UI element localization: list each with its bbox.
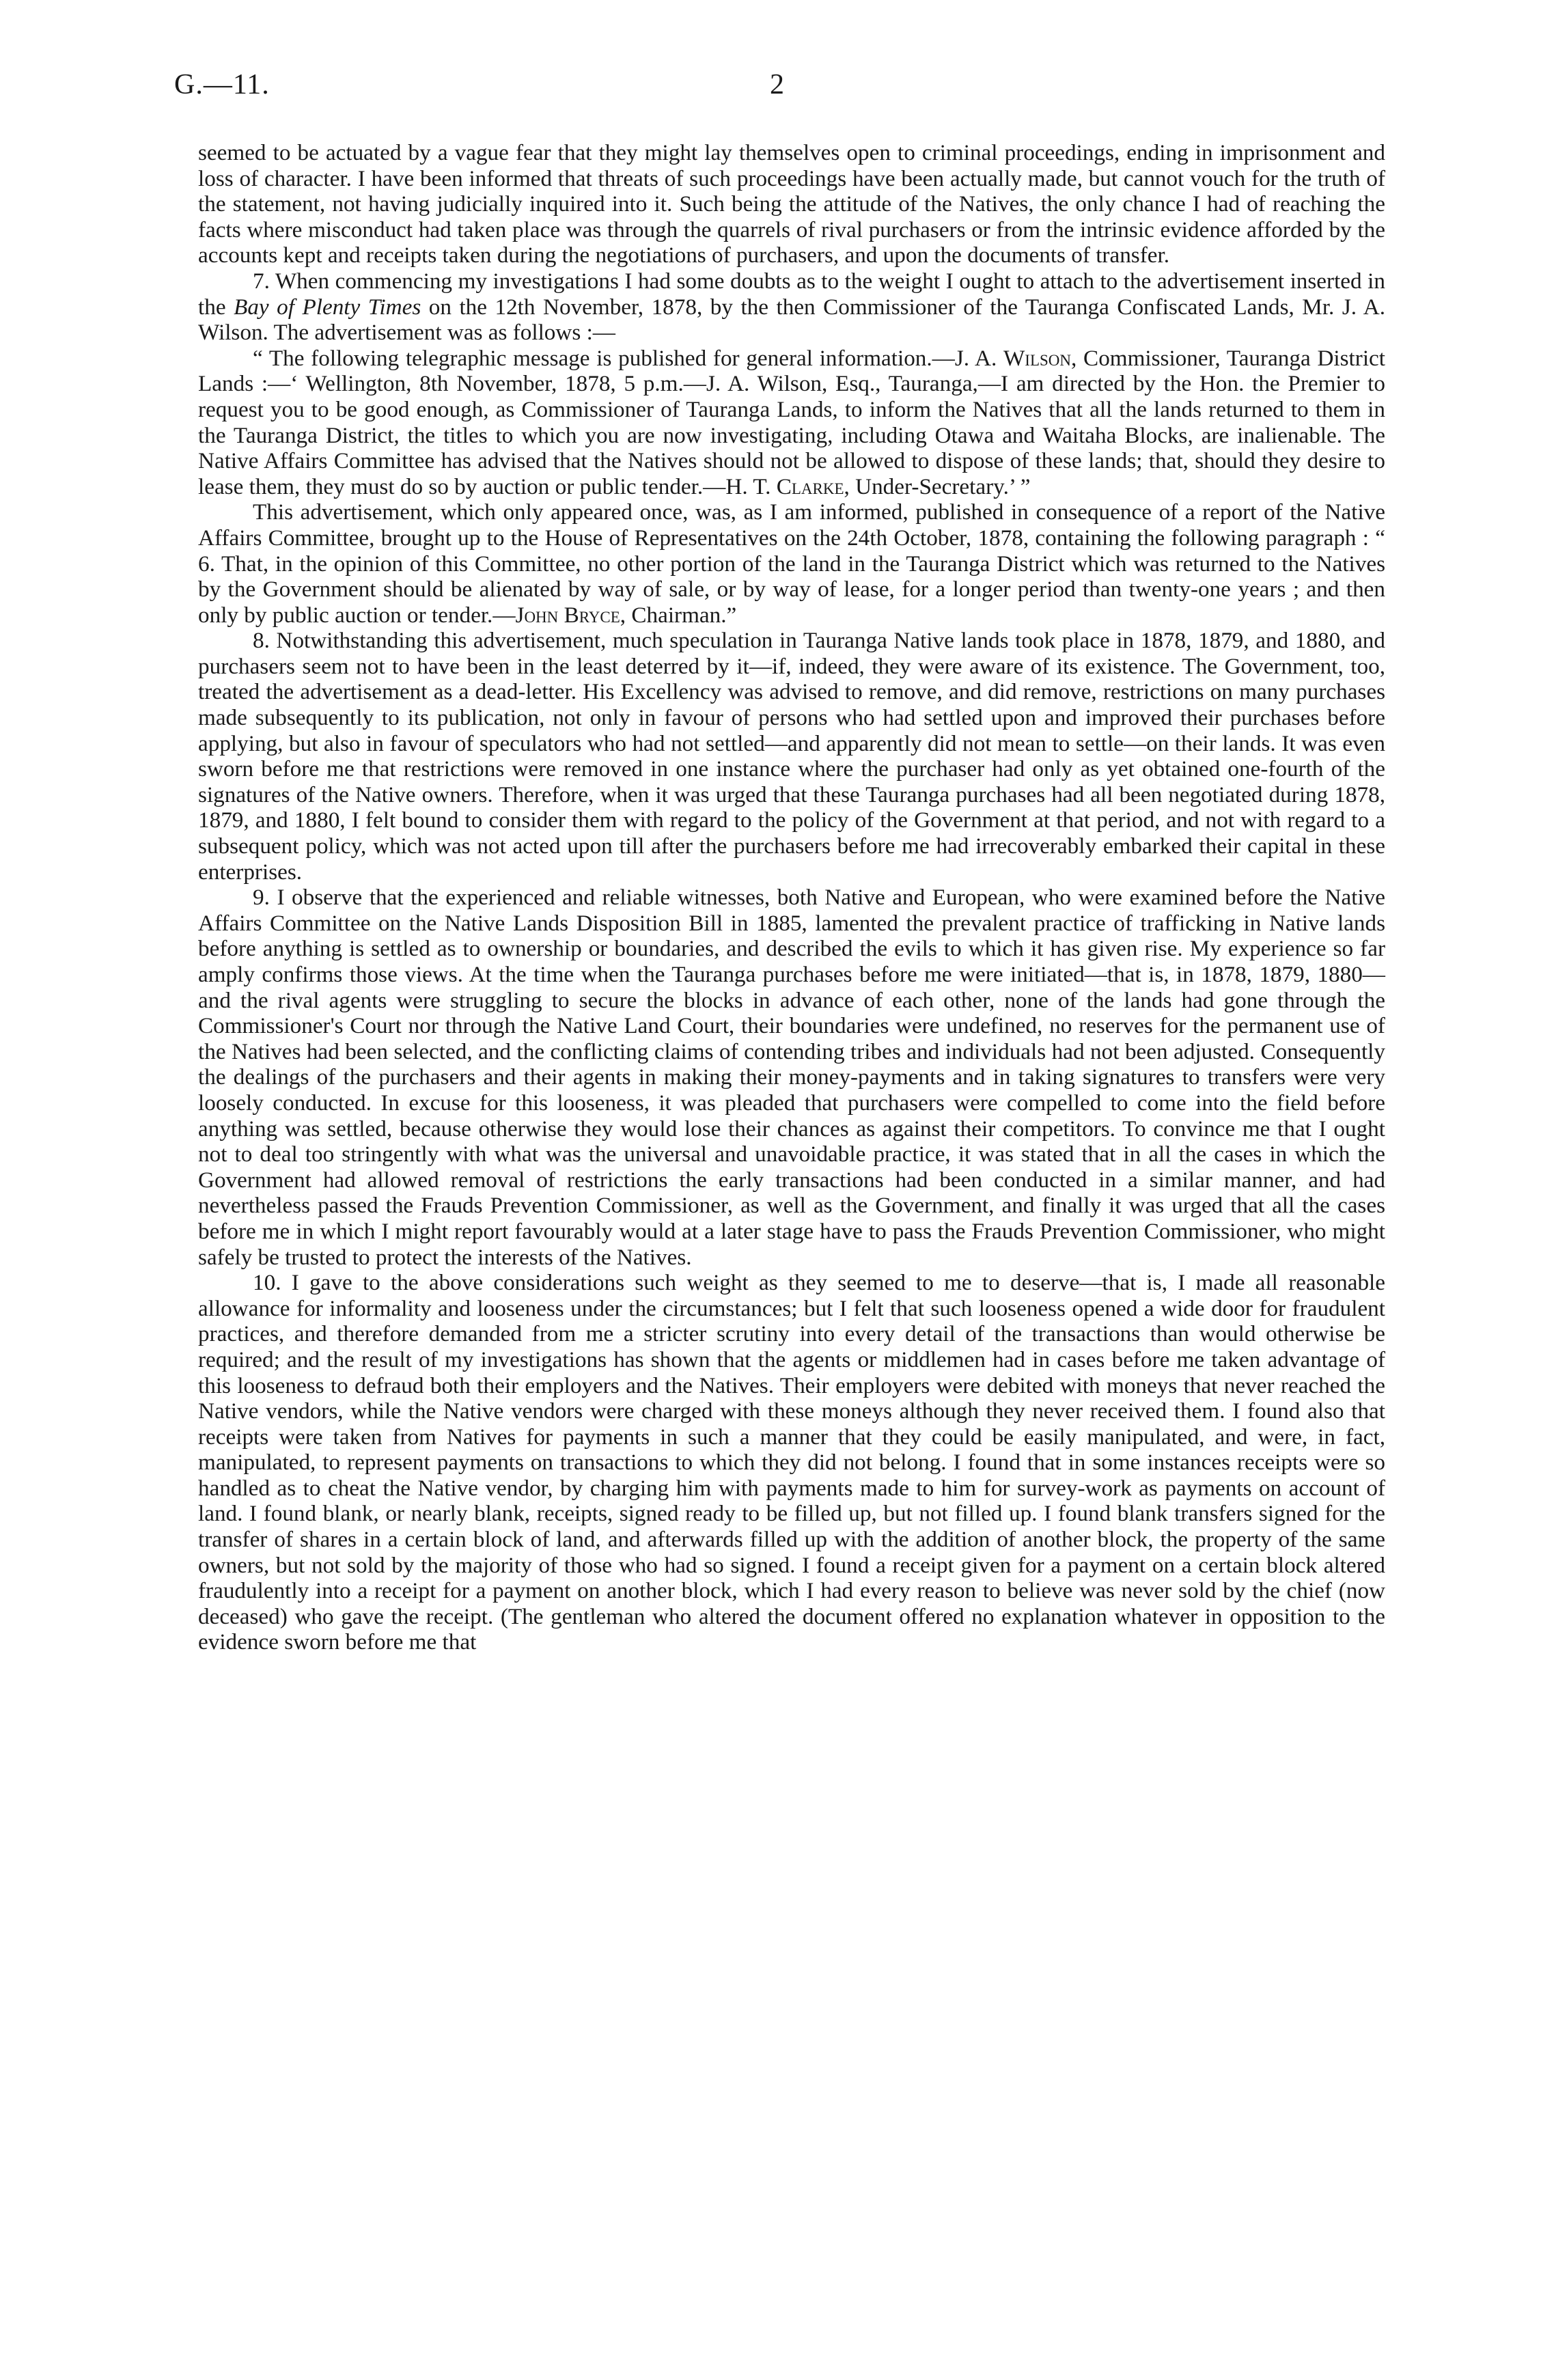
paragraph-10: 10. I gave to the above considerations such weight as they seemed to me to deserve—that is, I made all reasonable allowance for informality and looseness under the circumstances; but I felt that such looseness opened a wide door for fraudulent practices, and therefore demanded from me a stricter scrutiny into every detail of the transactions than would otherwise be required; and the result of my investigations has shown that the agents or middlemen had in cases before me taken advantage of this looseness to defraud both their employers and the Natives. Their employers were debited with moneys that never reached the Native vendors, while the Native vendors were charged with these moneys although they never received them. I found also that receipts were taken from Natives for payments in such a manner that they could be easily manipulated, and were, in fact, manipulated, to represent payments on transactions to which they did not belong. I found that in some instances receipts were so handled as to cheat the Native vendor, by charging him with payments made to him for survey-work as payments on account of land. I found blank, or nearly blank, receipts, signed ready to be filled up, but not filled up. I found blank transfers signed for the transfer of shares in a certain block of land, and afterwards filled up with the addition of another block, the property of the same owners, but not sold by the majority of those who had so signed. I found a receipt given for a payment on a certain block altered fraudulently into a receipt for a payment on another block, which I had every reason to believe was never sold by the chief (now deceased) who gave the receipt. (The gentleman who altered the document offered no explanation whatever in opposition to the evidence sworn before me that [198,1270,1385,1655]
signatory-bryce: John Bryce [515,602,620,628]
paragraph-continued: seemed to be actuated by a vague fear that they might lay themselves open to criminal proceedings, ending in imprisonment and loss of character. I have been informed that threats of such proceedings have been actually made, but cannot vouch for the truth of the statement, not having judicially inquired into it. Such being the attitude of the Natives, the only chance I had of reaching the facts where misconduct had taken place was through the quarrels of rival purchasers or from the intrinsic evidence afforded by the accounts kept and receipts taken during the negotiations of purchasers, and upon the documents of transfer. [198,140,1385,268]
paragraph-9: 9. I observe that the experienced and reliable witnesses, both Native and European, who were examined before the Native Affairs Committee on the Native Lands Disposition Bill in 1885, lamented the prevalent practice of trafficking in Native lands before anything is settled as to ownership or boundaries, and described the evils to which it has given rise. My experience so far amply confirms those views. At the time when the Tauranga purchases before me were initiated—that is, in 1878, 1879, 1880—and the rival agents were struggling to secure the blocks in advance of each other, none of the lands had gone through the Commissioner's Court nor through the Native Land Court, their boundaries were undefined, no reserves for the permanent use of the Natives had been selected, and the conflicting claims of contending tribes and individuals had not been adjusted. Consequently the dealings of the purchasers and their agents in making their money-payments and in taking signatures to transfers were very loosely conducted. In excuse for this looseness, it was pleaded that purchasers were compelled to come into the field before anything was settled, because otherwise they would lose their chances as against their competitors. To convince me that I ought not to deal too stringently with what was the universal and unavoidable practice, it was stated that in all the cases in which the Government had allowed removal of restrictions the early transactions had been conducted in a similar manner, and had nevertheless passed the Frauds Prevention Commissioner, as well as the Government, and finally it was urged that all the cases before me in which I might report favourably would at a later stage have to pass the Frauds Prevention Commissioner, who might safely be trusted to protect the interests of the Natives. [198,885,1385,1270]
paragraph-8: 8. Notwithstanding this advertisement, much speculation in Tauranga Native lands took place in 1878, 1879, and 1880, and purchasers seem not to have been in the least deterred by it—if, indeed, they were aware of its existence. The Government, too, treated the advertisement as a dead-letter. His Excellency was advised to remove, and did remove, restrictions on many purchases made subsequently to its publication, not only in favour of persons who had settled upon and improved their purchases before applying, but also in favour of speculators who had not settled—and apparently did not mean to settle—on their lands. It was even sworn before me that restrictions were removed in one instance where the purchaser had only as yet obtained one-fourth of the signatures of the Native owners. Therefore, when it was urged that these Tauranga purchases had all been negotiated during 1878, 1879, and 1880, I felt bound to consider them with regard to the policy of the Government at that period, and not with regard to a subsequent policy, which was not acted upon till after the purchasers before me had irrecoverably embarked their capital in these enterprises. [198,628,1385,885]
document-reference: G.—11. [174,69,270,100]
page-number: 2 [770,69,784,100]
page-header [174,68,1390,109]
paragraph-7-text: 7. When commencing my investigations I had some doubts as to the weight I ought to attach to the advertisement inserted in the [198,268,1385,320]
paragraph-advertisement [198,499,1385,628]
quote-text-end: , Under-Secretary.’ ” [844,473,1031,499]
newspaper-title: Bay of Plenty Times [234,294,421,320]
advertisement-quote [198,346,1385,500]
quote-text-cont: , Commissioner, Tauranga District Lands :—‘ Wellington, 8th November, 1878, 5 p.m.—J. A. Wilson, Esq., Tauranga,—I am directed by the Hon. the Premier to request you to be good enough, as Commissioner of Tauranga Lands, to inform the Natives that all the lands returned to them in the Tauranga District, the titles to which you are now investigating, including Otawa and Waitaha Blocks, are inalienable. The Native Affairs Committee has advised that the Natives should not be allowed to dispose of these lands; that, should they desire to lease them, they must do so by auction or public tender.—H. T. [198,345,1385,499]
paragraph-7-text-cont: on the 12th November, 1878, by the then Commissioner of the Tauranga Confiscated Lands, Mr. J. A. Wilson. The advertisement was as follows :— [198,294,1385,346]
document-body [198,140,1385,1655]
advertisement-text: This advertisement, which only appeared once, was, as I am informed, published in consequence of a report of the Native Affairs Committee, brought up to the House of Representatives on the 24th October, 1878, containing the following paragraph : “ 6. That, in the opinion of this Committee, no other portion of the land in the Tauranga District which was returned to the Natives by the Government should be alienated by way of sale, or by way of lease, for a longer period than twenty-one years ; and then only by public auction or tender.— [198,499,1385,628]
advertisement-text-end: , Chairman.” [620,602,737,628]
paragraph-7 [198,268,1385,346]
quote-signatory-clarke: Clarke [776,473,844,499]
quote-signatory-wilson: Wilson [1003,345,1072,371]
quote-text: “ The following telegraphic message is published for general information.—J. A. [253,345,1003,371]
